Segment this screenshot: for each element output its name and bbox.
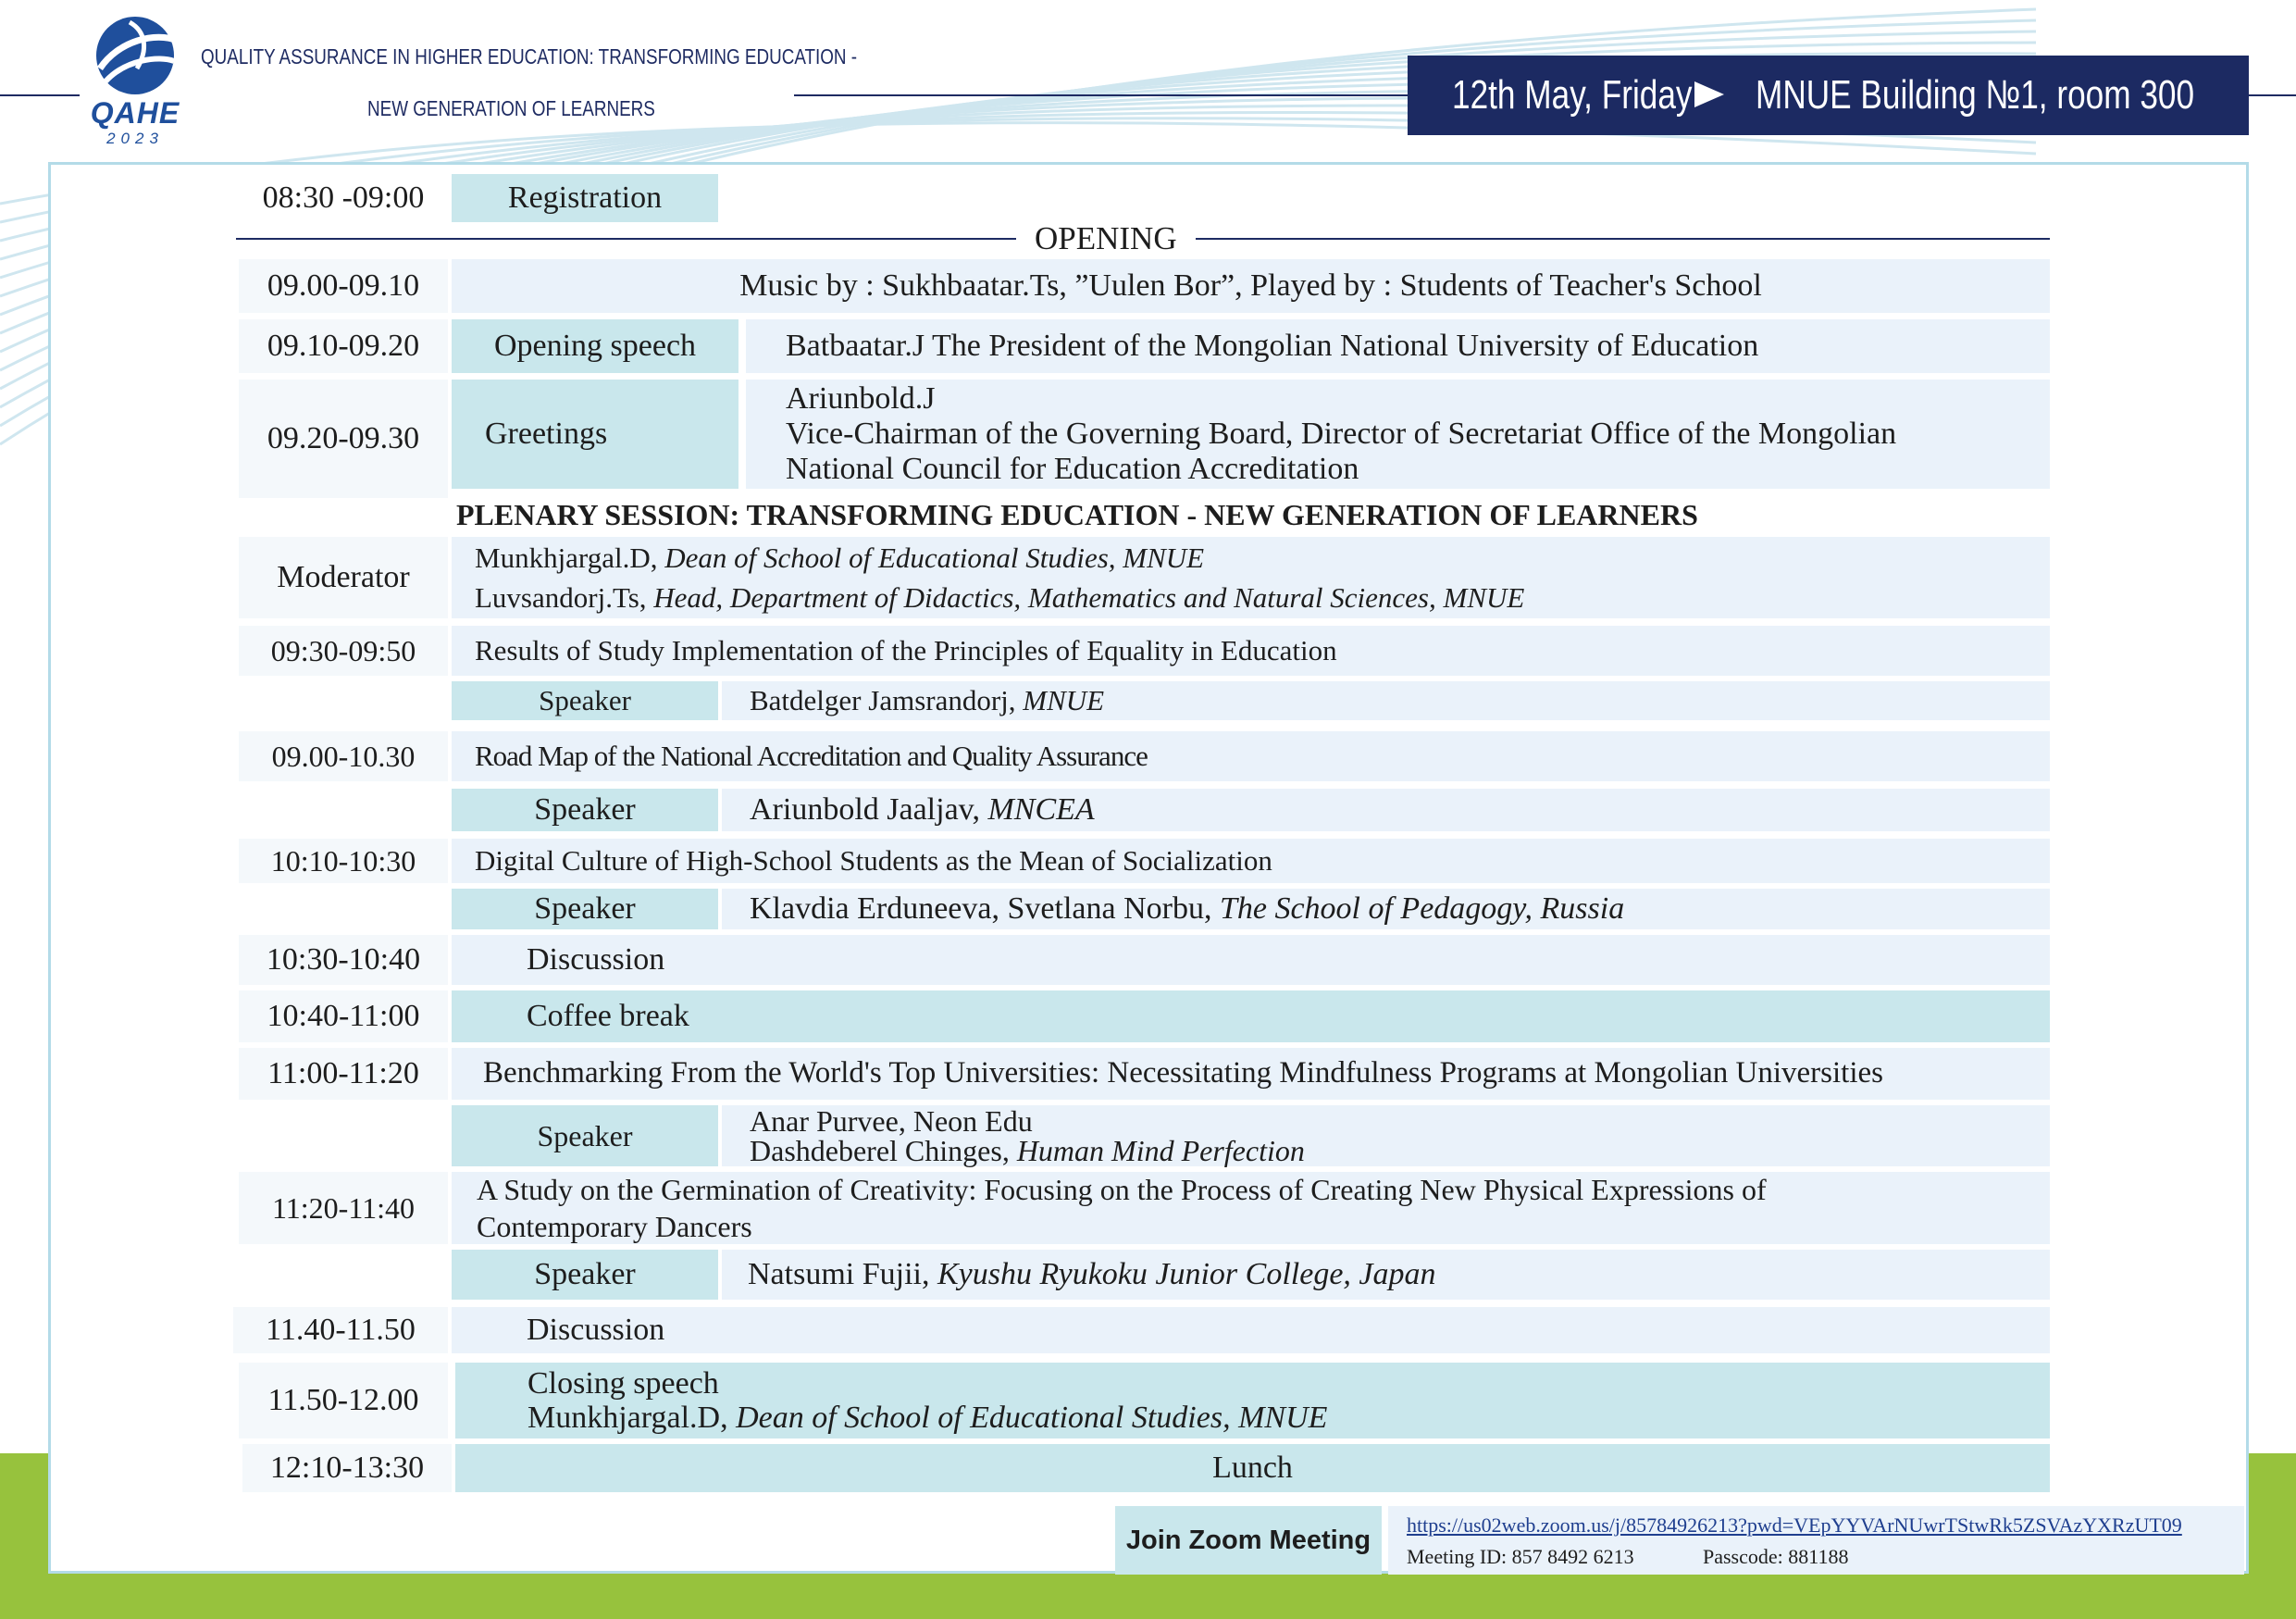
join-zoom-button[interactable]: Join Zoom Meeting [1115, 1506, 1382, 1575]
closing-speaker [527, 1401, 2050, 1435]
talk1-speaker-label: Speaker [452, 681, 718, 720]
talk3-title: Digital Culture of High-School Students as the Mean of Socialization [452, 839, 2050, 883]
date-venue-banner [1408, 56, 2249, 135]
header-rule-far [2249, 94, 2296, 96]
greetings-role-line2: National Council for Education Accreditation [786, 452, 1359, 487]
talk1-speaker-name: Batdelger Jamsrandorj, [750, 684, 1024, 717]
talk2-speaker-label: Speaker [452, 789, 718, 831]
opening-heading: OPENING [1016, 220, 1196, 257]
discussion2-label: Discussion [452, 1307, 2050, 1353]
closing-role: Dean of School of Educational Studies, MNUE [736, 1401, 1328, 1435]
lunch-label: Lunch [455, 1444, 2050, 1492]
talk5-title [452, 1172, 2050, 1244]
registration-label: Registration [452, 174, 718, 222]
talk4-speaker-label: Speaker [452, 1105, 718, 1166]
talk4-speakers [722, 1105, 2050, 1166]
closing-name: Munkhjargal.D, [527, 1401, 737, 1435]
greetings-role-line1: Vice-Chairman of the Governing Board, Director of Secretariat Office of the Mongolian [786, 416, 1897, 451]
time-talk4: 11:00-11:20 [239, 1048, 448, 1100]
moderator-1-role: Dean of School of Educational Studies, MNUE [664, 541, 1205, 574]
talk3-speaker-label: Speaker [452, 889, 718, 929]
banner-venue: MNUE Building №1, room 300 [1756, 72, 2195, 118]
moderator-1-name: Munkhjargal.D, [475, 541, 665, 574]
discussion1-label: Discussion [452, 935, 2050, 985]
talk4-affiliation2: Human Mind Perfection [1016, 1134, 1305, 1167]
greetings-block [746, 380, 2050, 489]
moderator-block [452, 537, 2050, 618]
header-rule-left [0, 94, 80, 96]
moderator-label: Moderator [239, 537, 448, 618]
coffee-break-label: Coffee break [452, 990, 2050, 1042]
greetings-name: Ariunbold.J [786, 380, 936, 416]
banner-date: 12th May, Friday [1452, 72, 1693, 118]
talk4-speaker2-line [750, 1136, 2050, 1165]
talk5-speaker-label: Speaker [452, 1250, 718, 1300]
talk3-affiliation: The School of Pedagogy, Russia [1219, 890, 1625, 926]
time-talk3: 10:10-10:30 [239, 839, 448, 883]
moderator-1 [475, 538, 2050, 578]
time-music: 09.00-09.10 [239, 259, 448, 313]
talk5-title-line2: Contemporary Dancers [477, 1210, 752, 1243]
time-discussion1: 10:30-10:40 [239, 935, 448, 985]
opening-speech-text: Batbaatar.J The President of the Mongolian National University of Education [746, 319, 2050, 373]
plenary-heading: PLENARY SESSION: TRANSFORMING EDUCATION - NEW GENERATION OF LEARNERS [456, 498, 1698, 531]
moderator-2 [475, 578, 2050, 617]
qahe-logo [81, 13, 189, 147]
moderator-2-role: Head, Department of Didactics, Mathematics and Natural Sciences, MNUE [653, 581, 1525, 614]
talk5-affiliation: Kyushu Ryukoku Junior College, Japan [937, 1256, 1436, 1291]
opening-speech-label: Opening speech [452, 319, 738, 373]
music-text: Music by : Sukhbaatar.Ts, ”Uulen Bor”, Played by : Students of Teacher's School [452, 259, 2050, 313]
talk1-affiliation: MNUE [1023, 684, 1105, 717]
talk2-affiliation: MNCEA [987, 791, 1095, 827]
time-talk5: 11:20-11:40 [239, 1172, 448, 1244]
closing-block [455, 1363, 2050, 1438]
arrow-right-icon [1694, 81, 1724, 107]
talk4-speaker1: Anar Purvee, Neon Edu [750, 1104, 1033, 1138]
talk5-speaker-name: Natsumi Fujii, [748, 1256, 937, 1291]
talk4-speaker2: Dashdeberel Chinges, [750, 1134, 1017, 1167]
talk2-speaker [722, 789, 2050, 831]
time-opening-speech: 09.10-09.20 [239, 319, 448, 373]
time-lunch: 12:10-13:30 [242, 1444, 452, 1492]
talk2-speaker-name: Ariunbold Jaaljav, [750, 791, 988, 827]
talk5-speaker [722, 1250, 2050, 1300]
time-talk2: 09.00-10.30 [239, 731, 448, 781]
time-discussion2: 11.40-11.50 [233, 1307, 448, 1353]
time-registration: 08:30 -09:00 [262, 180, 425, 215]
zoom-link[interactable]: https://us02web.zoom.us/j/85784926213?pwd=VEpYYVArNUwrTStwRk5ZSVAzYXRzUT09 [1407, 1513, 2182, 1537]
logo-text: QAHE [90, 96, 180, 130]
talk4-title: Benchmarking From the World's Top Universities: Necessitating Mindfulness Programs at Mongolian Universities [452, 1048, 2050, 1100]
talk3-speaker-name: Klavdia Erduneeva, Svetlana Norbu, [750, 890, 1220, 926]
globe-logo-icon [81, 13, 189, 98]
talk5-title-line1: A Study on the Germination of Creativity: Focusing on the Process of Creating New Physical Expressions of [477, 1173, 1767, 1206]
greetings-label: Greetings [452, 380, 738, 489]
time-greetings: 09.20-09.30 [239, 380, 448, 498]
moderator-2-name: Luvsandorj.Ts, [475, 581, 654, 614]
time-talk1: 09:30-09:50 [239, 626, 448, 676]
zoom-passcode: Passcode: 881188 [1703, 1545, 1849, 1568]
header-rule-right [794, 94, 1409, 96]
talk1-title: Results of Study Implementation of the Principles of Equality in Education [452, 626, 2050, 676]
talk1-speaker [722, 681, 2050, 720]
conference-title-line1: QUALITY ASSURANCE IN HIGHER EDUCATION: TRANSFORMING EDUCATION - [201, 44, 858, 68]
talk2-title: Road Map of the National Accreditation and Quality Assurance [452, 731, 2050, 781]
time-closing: 11.50-12.00 [239, 1363, 448, 1438]
logo-year: 2023 [106, 130, 164, 147]
time-coffee: 10:40-11:00 [239, 990, 448, 1042]
zoom-meeting-id: Meeting ID: 857 8492 6213 [1407, 1545, 1634, 1568]
conference-title-line2: NEW GENERATION OF LEARNERS [367, 96, 655, 120]
closing-label: Closing speech [527, 1365, 719, 1401]
talk3-speaker [722, 889, 2050, 929]
zoom-info [1388, 1506, 2244, 1575]
